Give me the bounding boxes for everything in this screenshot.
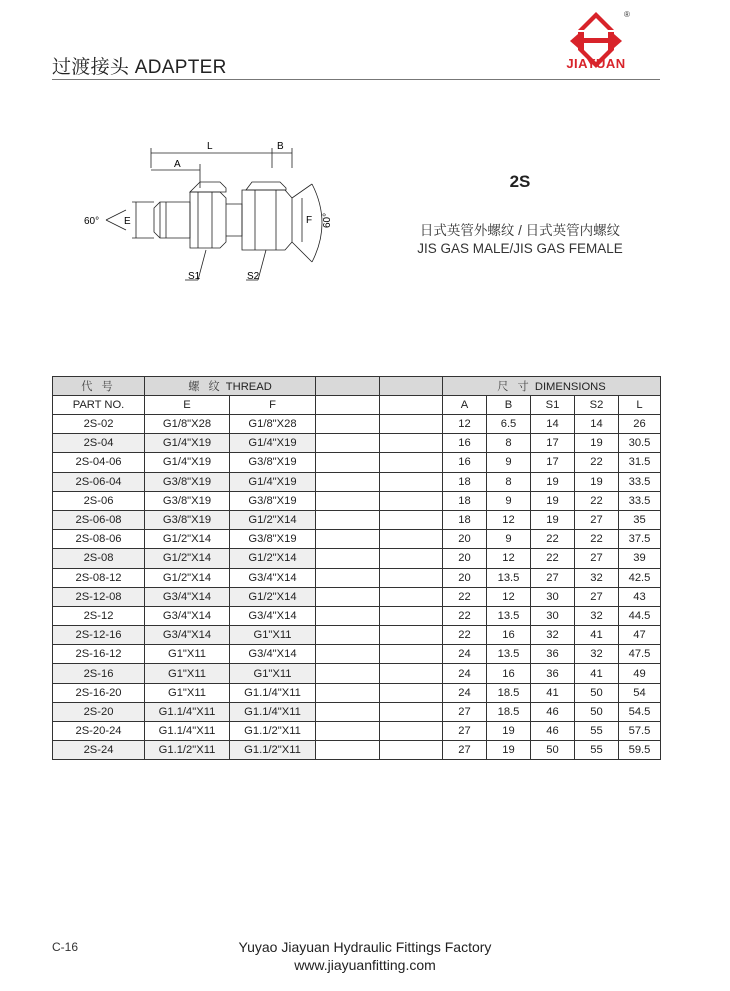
cell-e: G3/4"X14: [145, 587, 230, 606]
cell-s1: 17: [531, 453, 575, 472]
cell-e: G1/2"X14: [145, 530, 230, 549]
blank-cell: [316, 683, 380, 702]
blank-cell: [380, 606, 443, 625]
registered-mark: ®: [624, 10, 630, 19]
adapter-drawing: [80, 138, 340, 288]
cell-e: G1/8"X28: [145, 415, 230, 434]
cell-b: 9: [487, 491, 531, 510]
cell-e: G1/4"X19: [145, 434, 230, 453]
cell-l: 26: [619, 415, 661, 434]
cell-s1: 41: [531, 683, 575, 702]
cell-s1: 36: [531, 645, 575, 664]
cell-f: G3/8"X19: [230, 491, 316, 510]
cell-s2: 41: [575, 626, 619, 645]
blank-cell: [380, 741, 443, 760]
cell-l: 54: [619, 683, 661, 702]
cell-b: 18.5: [487, 702, 531, 721]
cell-part: 2S-08: [53, 549, 145, 568]
table-row: [53, 530, 661, 549]
cell-b: 13.5: [487, 606, 531, 625]
table-row: [53, 645, 661, 664]
header-blank: [380, 377, 443, 396]
dim-L-label: L: [207, 141, 213, 152]
blank-cell: [316, 472, 380, 491]
table-row: [53, 626, 661, 645]
cell-f: G1.1/4"X11: [230, 683, 316, 702]
cell-b: 8: [487, 472, 531, 491]
cell-s2: 27: [575, 587, 619, 606]
cell-e: G1.1/2"X11: [145, 741, 230, 760]
description-english: JIS GAS MALE/JIS GAS FEMALE: [417, 241, 623, 256]
header-E: E: [145, 396, 230, 415]
cell-f: G1"X11: [230, 626, 316, 645]
cell-b: 19: [487, 722, 531, 741]
header-thread: 螺 纹 THREAD: [145, 377, 316, 396]
cell-a: 18: [443, 510, 487, 529]
cell-l: 43: [619, 587, 661, 606]
blank-cell: [380, 472, 443, 491]
cell-l: 44.5: [619, 606, 661, 625]
cell-l: 49: [619, 664, 661, 683]
cell-e: G1.1/4"X11: [145, 722, 230, 741]
blank-cell: [380, 491, 443, 510]
cell-part: 2S-20-24: [53, 722, 145, 741]
blank-cell: [380, 722, 443, 741]
dim-E-label: E: [124, 216, 131, 227]
blank-cell: [380, 702, 443, 721]
header-dimensions: 尺 寸 DIMENSIONS: [443, 377, 661, 396]
angle-right-label: 60°: [322, 212, 333, 228]
cell-e: G1/2"X14: [145, 549, 230, 568]
description-chinese: 日式英管外螺纹 / 日式英管内螺纹: [419, 223, 621, 238]
cell-a: 24: [443, 683, 487, 702]
blank-cell: [316, 606, 380, 625]
cell-part: 2S-12: [53, 606, 145, 625]
cell-part: 2S-20: [53, 702, 145, 721]
cell-s1: 14: [531, 415, 575, 434]
cell-a: 20: [443, 568, 487, 587]
cell-e: G1"X11: [145, 683, 230, 702]
angle-left-label: 60°: [84, 216, 100, 227]
cell-b: 12: [487, 549, 531, 568]
cell-s1: 19: [531, 510, 575, 529]
cell-f: G3/4"X14: [230, 645, 316, 664]
cell-s2: 50: [575, 683, 619, 702]
cell-f: G1.1/2"X11: [230, 741, 316, 760]
header-blank: [380, 396, 443, 415]
cell-a: 20: [443, 549, 487, 568]
cell-s2: 22: [575, 453, 619, 472]
table-row: [53, 587, 661, 606]
blank-cell: [316, 741, 380, 760]
header-S1: S1: [531, 396, 575, 415]
brand-name: JIAYUAN: [566, 56, 626, 71]
cell-a: 16: [443, 453, 487, 472]
cell-l: 54.5: [619, 702, 661, 721]
dim-S2-label: S2: [247, 271, 260, 282]
cell-l: 39: [619, 549, 661, 568]
cell-l: 35: [619, 510, 661, 529]
cell-s2: 41: [575, 664, 619, 683]
cell-s1: 30: [531, 587, 575, 606]
blank-cell: [316, 664, 380, 683]
cell-b: 9: [487, 530, 531, 549]
cell-part: 2S-16: [53, 664, 145, 683]
cell-e: G1"X11: [145, 645, 230, 664]
cell-s2: 32: [575, 606, 619, 625]
cell-s2: 27: [575, 510, 619, 529]
cell-l: 59.5: [619, 741, 661, 760]
cell-e: G1"X11: [145, 664, 230, 683]
cell-e: G1/2"X14: [145, 568, 230, 587]
header-B: B: [487, 396, 531, 415]
table-row: [53, 741, 661, 760]
cell-a: 22: [443, 606, 487, 625]
cell-f: G1"X11: [230, 664, 316, 683]
cell-s1: 30: [531, 606, 575, 625]
table-body: [53, 415, 661, 760]
table-row: [53, 434, 661, 453]
cell-s1: 27: [531, 568, 575, 587]
cell-f: G1/2"X14: [230, 510, 316, 529]
cell-part: 2S-04: [53, 434, 145, 453]
dim-F-label: F: [306, 215, 313, 226]
cell-s1: 46: [531, 702, 575, 721]
cell-b: 12: [487, 510, 531, 529]
table-row: [53, 702, 661, 721]
table-row: [53, 683, 661, 702]
blank-cell: [316, 491, 380, 510]
cell-s2: 14: [575, 415, 619, 434]
header-part-no: PART NO.: [53, 396, 145, 415]
page-title: 过渡接头 ADAPTER: [52, 57, 227, 78]
cell-a: 27: [443, 741, 487, 760]
cell-b: 19: [487, 741, 531, 760]
cell-e: G3/4"X14: [145, 626, 230, 645]
blank-cell: [380, 434, 443, 453]
cell-l: 57.5: [619, 722, 661, 741]
header-F: F: [230, 396, 316, 415]
cell-l: 47.5: [619, 645, 661, 664]
cell-b: 8: [487, 434, 531, 453]
cell-part: 2S-02: [53, 415, 145, 434]
cell-e: G3/8"X19: [145, 491, 230, 510]
blank-cell: [316, 434, 380, 453]
cell-l: 30.5: [619, 434, 661, 453]
header-divider: [52, 79, 660, 80]
cell-s2: 19: [575, 472, 619, 491]
cell-s2: 27: [575, 549, 619, 568]
blank-cell: [316, 702, 380, 721]
blank-cell: [316, 587, 380, 606]
blank-cell: [316, 453, 380, 472]
cell-a: 24: [443, 645, 487, 664]
cell-l: 33.5: [619, 491, 661, 510]
blank-cell: [316, 549, 380, 568]
table-row: [53, 491, 661, 510]
table-header-row: [53, 377, 661, 396]
cell-e: G3/8"X19: [145, 510, 230, 529]
cell-l: 31.5: [619, 453, 661, 472]
cell-s1: 22: [531, 549, 575, 568]
blank-cell: [316, 510, 380, 529]
page-number: C-16: [52, 940, 79, 954]
dim-S1-label: S1: [188, 271, 201, 282]
table-row: [53, 510, 661, 529]
table-row: [53, 664, 661, 683]
cell-part: 2S-06: [53, 491, 145, 510]
cell-s2: 55: [575, 722, 619, 741]
blank-cell: [380, 530, 443, 549]
blank-cell: [380, 645, 443, 664]
cell-s2: 22: [575, 491, 619, 510]
cell-part: 2S-06-04: [53, 472, 145, 491]
blank-cell: [316, 645, 380, 664]
dim-B-label: B: [277, 141, 284, 152]
cell-s2: 22: [575, 530, 619, 549]
cell-s2: 32: [575, 645, 619, 664]
header-blank: [316, 396, 380, 415]
cell-part: 2S-08-12: [53, 568, 145, 587]
table-row: [53, 415, 661, 434]
cell-s1: 17: [531, 434, 575, 453]
table-row: [53, 549, 661, 568]
header-S2: S2: [575, 396, 619, 415]
blank-cell: [380, 510, 443, 529]
header-part-cn: 代 号: [53, 377, 145, 396]
cell-s1: 19: [531, 472, 575, 491]
cell-s1: 19: [531, 491, 575, 510]
table-row: [53, 568, 661, 587]
cell-s1: 22: [531, 530, 575, 549]
cell-part: 2S-04-06: [53, 453, 145, 472]
blank-cell: [380, 664, 443, 683]
cell-b: 16: [487, 626, 531, 645]
cell-part: 2S-12-16: [53, 626, 145, 645]
cell-e: G1.1/4"X11: [145, 702, 230, 721]
header-A: A: [443, 396, 487, 415]
blank-cell: [380, 683, 443, 702]
cell-a: 16: [443, 434, 487, 453]
cell-e: G3/8"X19: [145, 472, 230, 491]
blank-cell: [380, 549, 443, 568]
cell-s2: 50: [575, 702, 619, 721]
cell-l: 42.5: [619, 568, 661, 587]
cell-s1: 50: [531, 741, 575, 760]
blank-cell: [380, 453, 443, 472]
cell-a: 20: [443, 530, 487, 549]
cell-f: G1.1/4"X11: [230, 702, 316, 721]
cell-s1: 32: [531, 626, 575, 645]
blank-cell: [380, 587, 443, 606]
cell-part: 2S-12-08: [53, 587, 145, 606]
cell-f: G1/2"X14: [230, 587, 316, 606]
cell-b: 16: [487, 664, 531, 683]
table-row: [53, 606, 661, 625]
blank-cell: [380, 415, 443, 434]
cell-l: 37.5: [619, 530, 661, 549]
cell-part: 2S-16-12: [53, 645, 145, 664]
cell-s2: 32: [575, 568, 619, 587]
blank-cell: [316, 530, 380, 549]
blank-cell: [380, 626, 443, 645]
table-row: [53, 472, 661, 491]
cell-b: 13.5: [487, 568, 531, 587]
cell-f: G1.1/2"X11: [230, 722, 316, 741]
cell-f: G3/4"X14: [230, 606, 316, 625]
blank-cell: [316, 722, 380, 741]
cell-s1: 36: [531, 664, 575, 683]
cell-b: 6.5: [487, 415, 531, 434]
cell-part: 2S-06-08: [53, 510, 145, 529]
cell-l: 47: [619, 626, 661, 645]
cell-a: 24: [443, 664, 487, 683]
table-subheader-row: [53, 396, 661, 415]
cell-f: G1/4"X19: [230, 434, 316, 453]
cell-a: 27: [443, 722, 487, 741]
blank-cell: [316, 626, 380, 645]
cell-a: 12: [443, 415, 487, 434]
cell-a: 18: [443, 491, 487, 510]
cell-b: 13.5: [487, 645, 531, 664]
cell-part: 2S-24: [53, 741, 145, 760]
cell-part: 2S-16-20: [53, 683, 145, 702]
blank-cell: [316, 415, 380, 434]
cell-f: G1/2"X14: [230, 549, 316, 568]
company-url: www.jiayuanfitting.com: [294, 957, 436, 973]
cell-a: 22: [443, 626, 487, 645]
cell-a: 18: [443, 472, 487, 491]
header-L: L: [619, 396, 661, 415]
blank-cell: [380, 568, 443, 587]
cell-f: G3/8"X19: [230, 530, 316, 549]
cell-f: G1/4"X19: [230, 472, 316, 491]
cell-b: 9: [487, 453, 531, 472]
table-row: [53, 453, 661, 472]
table-row: [53, 722, 661, 741]
cell-e: G1/4"X19: [145, 453, 230, 472]
blank-cell: [316, 568, 380, 587]
header-blank: [316, 377, 380, 396]
cell-s2: 19: [575, 434, 619, 453]
cell-b: 12: [487, 587, 531, 606]
cell-b: 18.5: [487, 683, 531, 702]
cell-f: G1/8"X28: [230, 415, 316, 434]
model-code: 2S: [509, 172, 531, 191]
cell-s2: 55: [575, 741, 619, 760]
cell-part: 2S-08-06: [53, 530, 145, 549]
cell-f: G3/4"X14: [230, 568, 316, 587]
dimensions-table: [52, 376, 661, 760]
cell-a: 27: [443, 702, 487, 721]
dim-A-label: A: [174, 159, 181, 170]
cell-a: 22: [443, 587, 487, 606]
company-name: Yuyao Jiayuan Hydraulic Fittings Factory: [238, 939, 492, 955]
cell-s1: 46: [531, 722, 575, 741]
cell-l: 33.5: [619, 472, 661, 491]
cell-e: G3/4"X14: [145, 606, 230, 625]
cell-f: G3/8"X19: [230, 453, 316, 472]
